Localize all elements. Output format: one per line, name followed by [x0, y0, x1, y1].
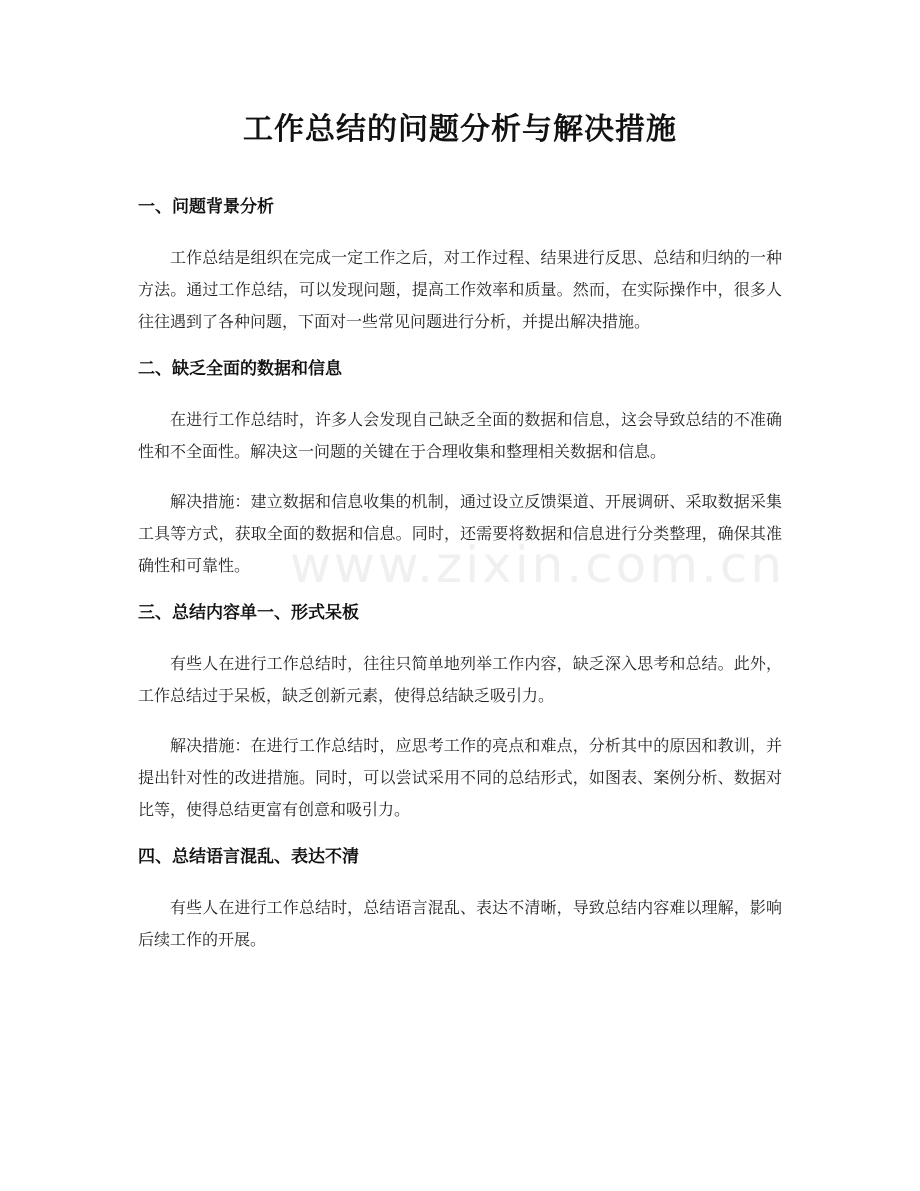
section-background — [138, 194, 782, 338]
document-content — [138, 104, 786, 956]
watermark: www.zixin.com.cn — [290, 536, 786, 594]
section-heading: 四、总结语言混乱、表达不清 — [138, 847, 359, 867]
section-content-form — [138, 600, 782, 826]
paragraph: 解决措施：建立数据和信息收集的机制，通过设立反馈渠道、开展调研、采取数据采集工具等方式，获取全面的数据和信息。同时，还需要将数据和信息进行分类整理，确保其准确性和可靠性。 — [138, 492, 782, 575]
paragraph: 在进行工作总结时，许多人会发现自己缺乏全面的数据和信息，这会导致总结的不准确性和不全面性。解决这一问题的关键在于合理收集和整理相关数据和信息。 — [138, 410, 782, 461]
paragraph: 有些人在进行工作总结时，总结语言混乱、表达不清晰，导致总结内容难以理解，影响后续工作的开展。 — [138, 898, 782, 949]
paragraph: 工作总结是组织在完成一定工作之后，对工作过程、结果进行反思、总结和归纳的一种方法。通过工作总结，可以发现问题，提高工作效率和质量。然而，在实际操作中，很多人往往遇到了各种问题，下面对一些常见问题进行分析，并提出解决措施。 — [138, 248, 782, 331]
document-title: 工作总结的问题分析与解决措施 — [243, 112, 677, 147]
section-heading: 二、缺乏全面的数据和信息 — [138, 359, 342, 379]
section-heading: 一、问题背景分析 — [138, 197, 274, 217]
paragraph: 解决措施：在进行工作总结时，应思考工作的亮点和难点，分析其中的原因和教训，并提出针对性的改进措施。同时，可以尝试采用不同的总结形式，如图表、案例分析、数据对比等，使得总结更富有创意和吸引力。 — [138, 736, 782, 819]
paragraph: 有些人在进行工作总结时，往往只简单地列举工作内容，缺乏深入思考和总结。此外，工作总结过于呆板，缺乏创新元素，使得总结缺乏吸引力。 — [138, 654, 782, 705]
section-data-info — [138, 356, 782, 582]
section-heading: 三、总结内容单一、形式呆板 — [138, 603, 359, 623]
section-language — [138, 844, 782, 956]
